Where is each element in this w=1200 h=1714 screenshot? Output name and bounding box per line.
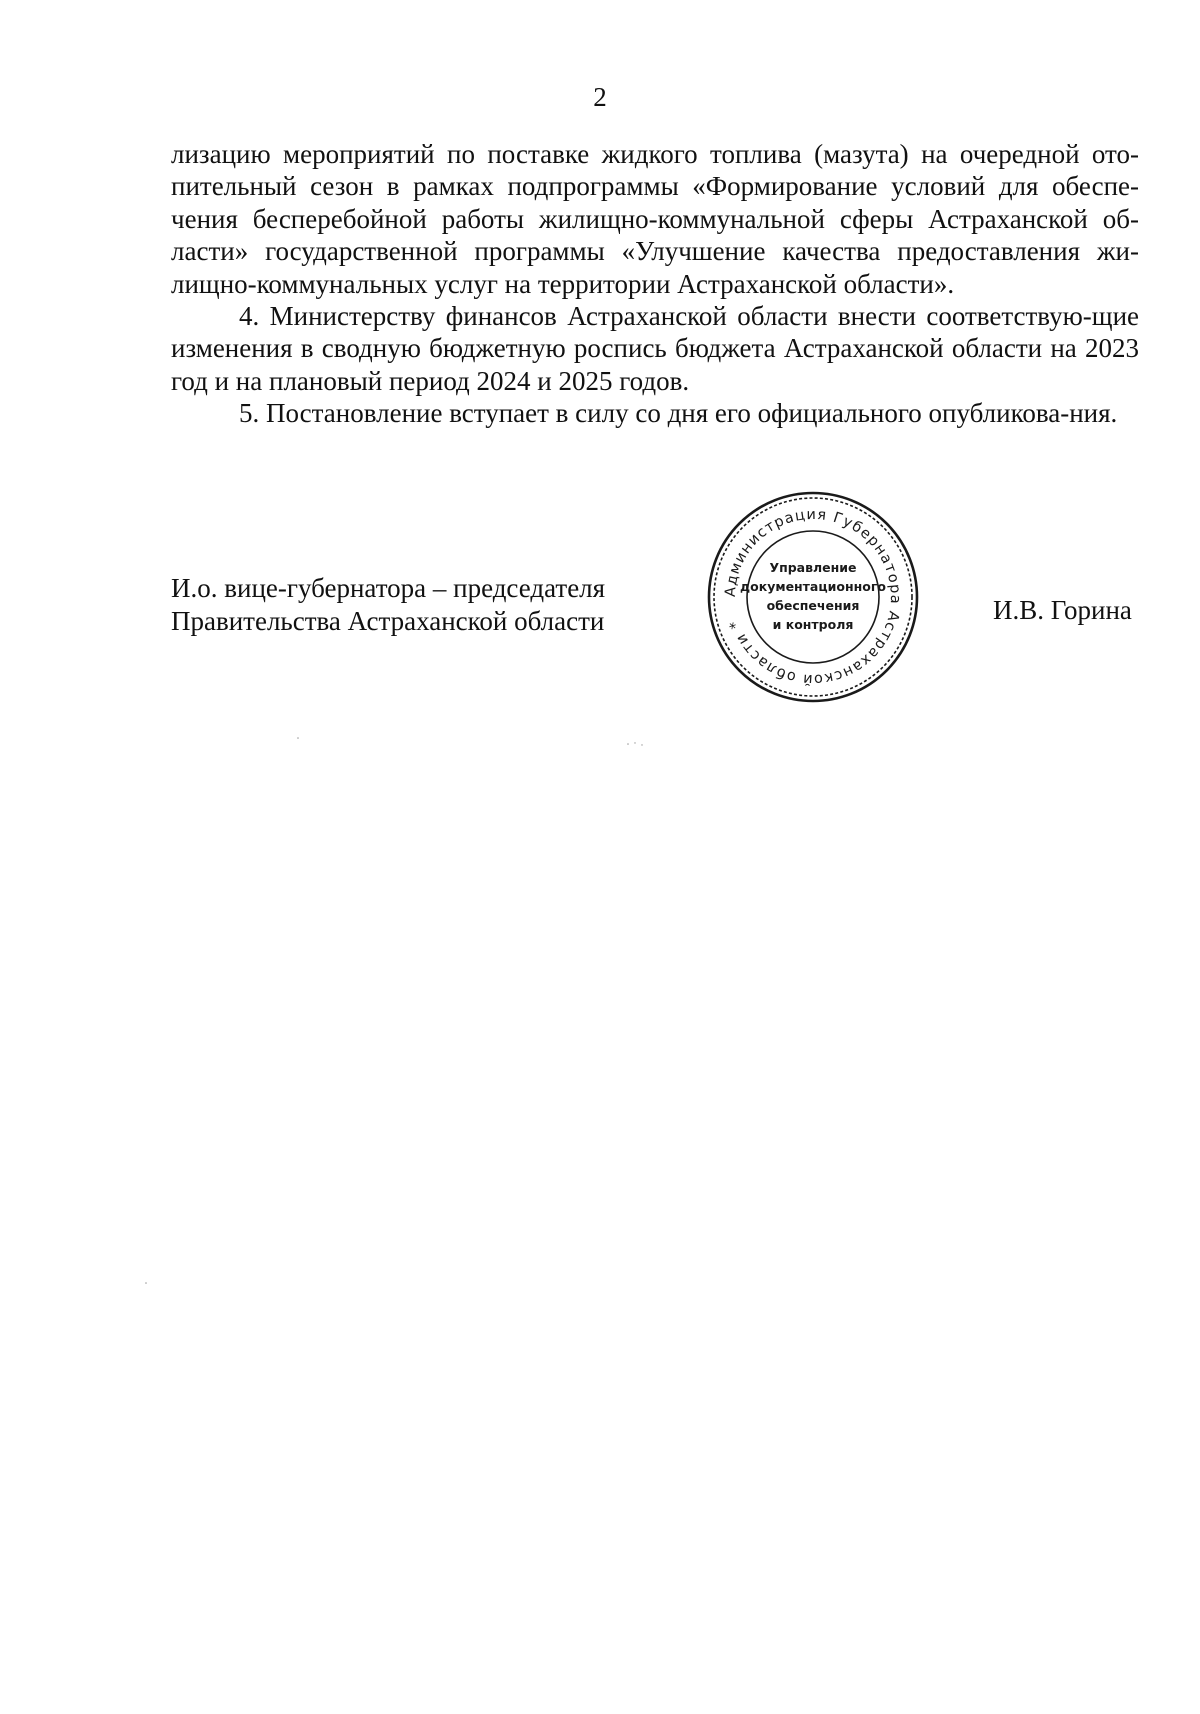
seal-ring-text: Администрация Губернатора Астраханской области * <box>722 506 904 688</box>
seal-center-line-1: Управление <box>769 560 857 575</box>
document-body <box>171 138 1139 430</box>
paragraph-item-5: 5. Постановление вступает в силу со дня его официального опубликова-ния. <box>239 398 1118 429</box>
signatory-name: И.В. Горина <box>993 595 1132 625</box>
official-seal <box>704 488 922 706</box>
seal-center-text <box>740 560 886 632</box>
seal-outer-ring <box>709 493 917 701</box>
paragraph-item-4: 4. Министерству финансов Астраханской области внести соответствую-щие изменения в сводную бюджетную роспись бюджета Астраханской области на 2023 год и на плановый период 2024 и 2025 годов. <box>171 301 1139 396</box>
paragraph-continuation: лизацию мероприятий по поставке жидкого топлива (мазута) на очередной ото-пительный сезон в рамках подпрограммы «Формирование условий для обеспе-чения бесперебойной работы жилищно-коммунальной сферы Астраханской об-ласти» государственной программы «Улучшение качества предоставления жи-лищно-коммунальных услуг на территории Астраханской области». <box>171 139 1139 299</box>
seal-center-line-3: обеспечения <box>766 598 860 613</box>
page-number: 2 <box>593 82 607 112</box>
seal-toothed-ring <box>714 498 912 696</box>
signatory-position-line-2: Правительства Астраханской области <box>171 606 605 636</box>
seal-center-line-2: документационного <box>740 579 886 594</box>
signatory-position-line-1: И.о. вице-губернатора – председателя <box>171 573 606 603</box>
seal-center-line-4: и контроля <box>772 617 854 632</box>
seal-inner-ring <box>747 531 879 663</box>
signatory-position <box>171 572 605 638</box>
seal-graphic <box>704 488 922 706</box>
